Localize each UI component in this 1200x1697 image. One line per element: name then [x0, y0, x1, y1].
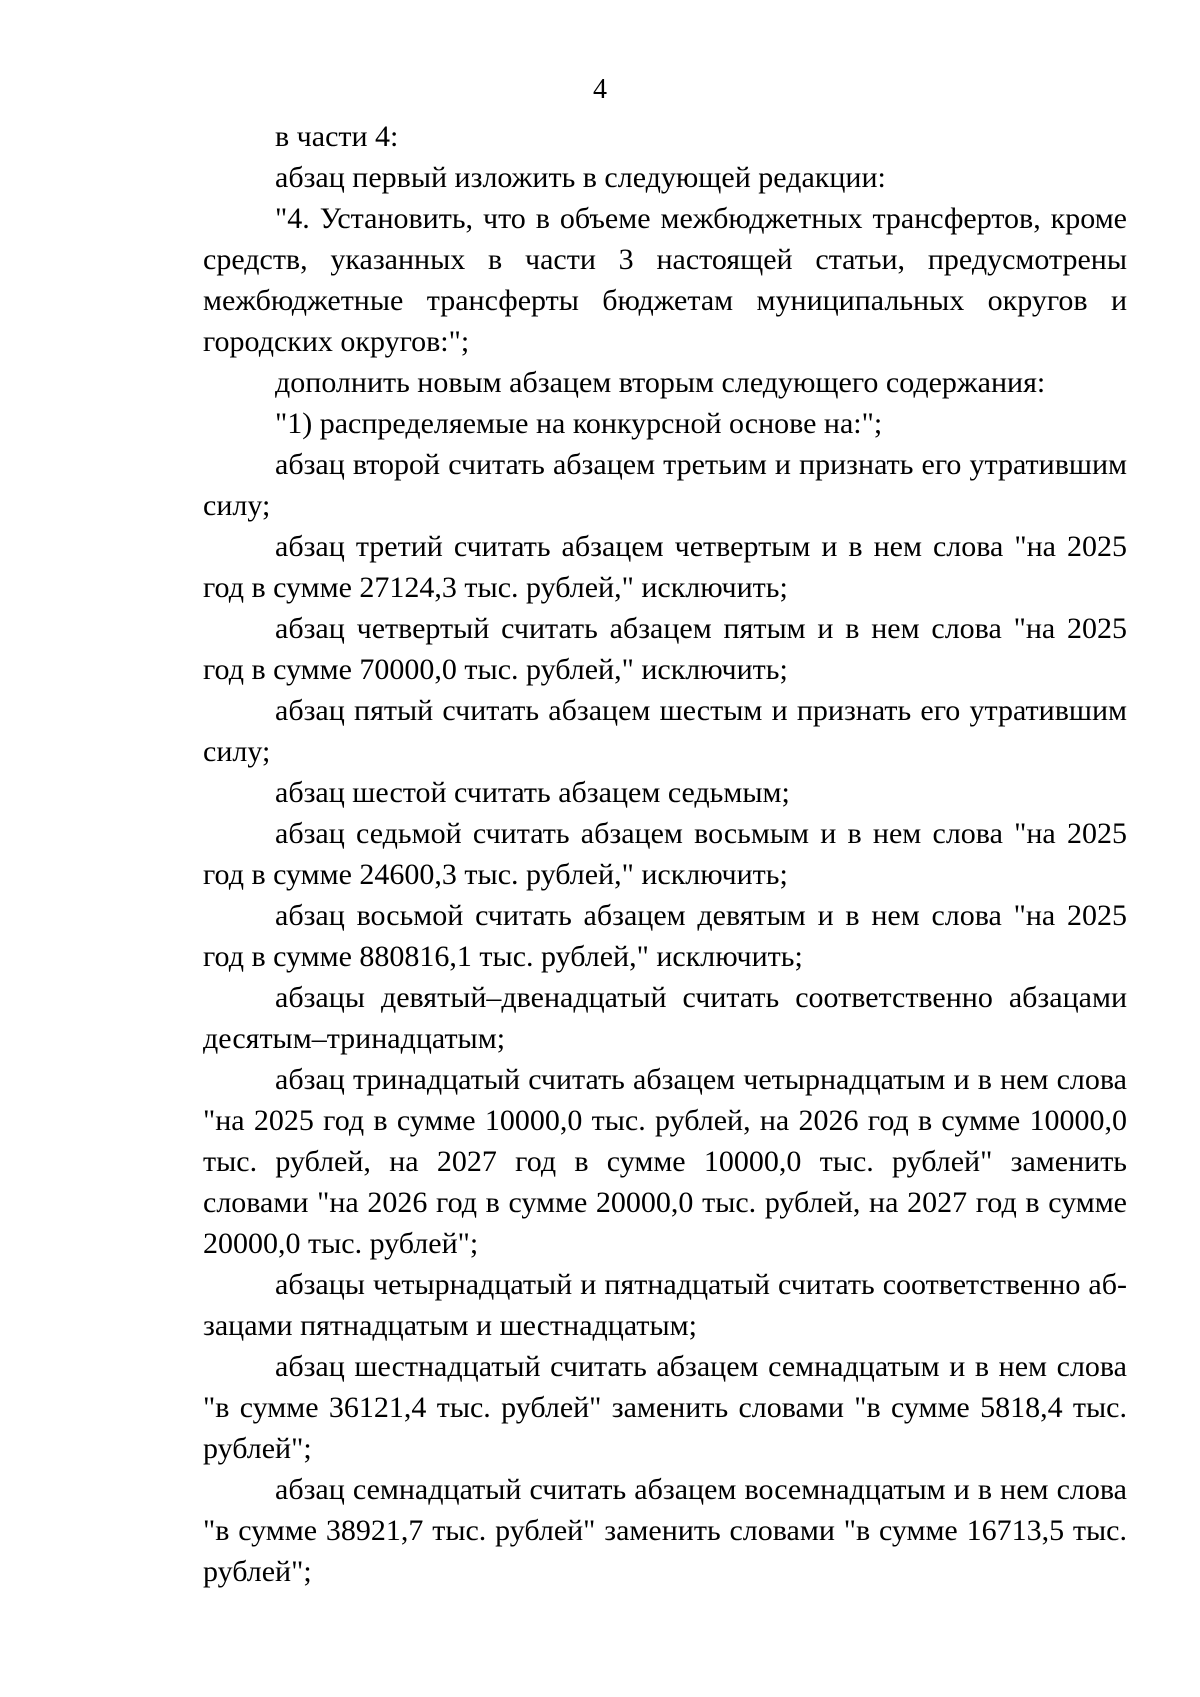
paragraph: дополнить новым абзацем вторым следующего содержания:: [275, 366, 1046, 399]
paragraph: абзац третий считать абзацем четвертым и в нем слова "на 2025 год в сумме 27124,3 тыс. рублей," исключить;: [203, 530, 1127, 604]
paragraph: абзац второй считать абзацем третьим и признать его утратившим силу;: [203, 448, 1127, 522]
paragraph: абзацы девятый–двенадцатый считать соответственно абзацами десятым–тринадцатым;: [203, 981, 1127, 1055]
paragraph: абзац восьмой считать абзацем девятым и в нем слова "на 2025 год в сумме 880816,1 тыс. рублей," исключить;: [203, 899, 1127, 973]
paragraph: "4. Установить, что в объеме межбюджетных трансфертов, кроме средств, указанных в части 3 настоящей статьи, предусмотрены межбюджетные трансферты бюджетам муниципальных округов и городских округов:";: [203, 202, 1127, 358]
paragraph: абзац шестой считать абзацем седьмым;: [275, 776, 790, 809]
paragraph: "1) распределяемые на конкурсной основе на:";: [275, 407, 883, 440]
paragraph: абзац седьмой считать абзацем восьмым и в нем слова "на 2025 год в сумме 24600,3 тыс. рублей," исключить;: [203, 817, 1127, 891]
paragraph: абзац первый изложить в следующей редакции:: [275, 161, 886, 194]
paragraph: абзац семнадцатый считать абзацем восемнадцатым и в нем слова "в сумме 38921,7 тыс. рублей" заменить словами "в сумме 16713,5 тыс. рублей";: [203, 1473, 1127, 1588]
paragraph: абзац четвертый считать абзацем пятым и в нем слова "на 2025 год в сумме 70000,0 тыс. рублей," исключить;: [203, 612, 1127, 686]
paragraph: абзац шестнадцатый считать абзацем семнадцатым и в нем слова "в сумме 36121,4 тыс. рублей" заменить словами "в сумме 5818,4 тыс. рублей";: [203, 1350, 1127, 1465]
page-number: 4: [593, 74, 607, 105]
paragraph: абзац тринадцатый считать абзацем четырнадцатым и в нем слова "на 2025 год в сумме 10000,0 тыс. рублей, на 2026 год в сумме 10000,0 тыс. рублей, на 2027 год в сумме 10000,0 тыс. рублей" заменить словами "на 2026 год в сумме 20000,0 тыс. рублей, на 2027 год в сумме 20000,0 тыс. рублей";: [203, 1063, 1127, 1260]
paragraph: в части 4:: [275, 120, 399, 153]
paragraph: абзац пятый считать абзацем шестым и признать его утратившим силу;: [203, 694, 1127, 768]
document-body: [203, 116, 1127, 1592]
paragraph: абзацы четырнадцатый и пятнадцатый считать соответственно абзацами пятнадцатым и шестнадцатым;: [203, 1268, 1127, 1342]
